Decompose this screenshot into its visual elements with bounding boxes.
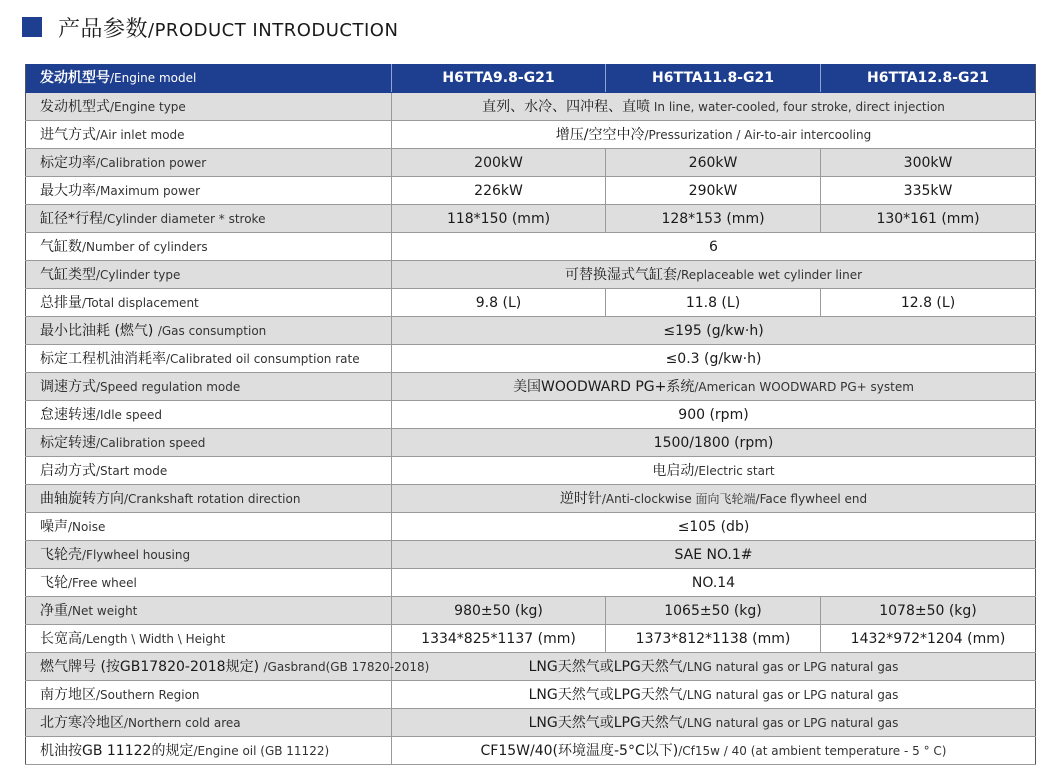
cell-value-merged bbox=[392, 457, 1036, 485]
header-model-2: H6TTA11.8-G21 bbox=[606, 64, 821, 93]
header-model-3: H6TTA12.8-G21 bbox=[821, 64, 1036, 93]
row-label bbox=[26, 625, 392, 653]
row-label bbox=[26, 513, 392, 541]
cell-value: 11.8 (L) bbox=[606, 289, 821, 317]
heading-marker-icon bbox=[22, 17, 42, 37]
table-row bbox=[26, 205, 1036, 233]
header-model-1: H6TTA9.8-G21 bbox=[392, 64, 606, 93]
row-label-en: /Total displacement bbox=[82, 295, 199, 310]
cell-value-cn: SAE NO.1# bbox=[674, 546, 753, 563]
cell-value-merged bbox=[392, 373, 1036, 401]
row-label-cn: 总排量 bbox=[40, 294, 82, 311]
row-label bbox=[26, 429, 392, 457]
row-label-en: /Length \ Width \ Height bbox=[82, 631, 226, 646]
table-row bbox=[26, 261, 1036, 289]
row-label-en: /Maximum power bbox=[96, 183, 201, 198]
row-label-cn: 最小比油耗 (燃气) bbox=[40, 322, 158, 339]
row-label-cn: 发动机型式 bbox=[40, 98, 110, 115]
cell-value: 300kW bbox=[821, 149, 1036, 177]
table-row bbox=[26, 737, 1036, 765]
cell-value-en: /LNG natural gas or LPG natural gas bbox=[682, 715, 899, 730]
row-label-en: /Free wheel bbox=[68, 575, 137, 590]
row-label-cn: 飞轮 bbox=[40, 574, 68, 591]
cell-value-merged bbox=[392, 317, 1036, 345]
row-label bbox=[26, 681, 392, 709]
row-label-cn: 机油按GB 11122的规定 bbox=[40, 742, 194, 759]
cell-value-cn: 可替换湿式气缸套 bbox=[564, 266, 677, 283]
table-row bbox=[26, 121, 1036, 149]
row-label-cn: 燃气牌号 (按GB17820-2018规定) bbox=[40, 658, 264, 675]
cell-value-merged bbox=[392, 345, 1036, 373]
table-row bbox=[26, 485, 1036, 513]
row-label-cn: 标定工程机油消耗率 bbox=[40, 350, 166, 367]
row-label-en: /Engine type bbox=[110, 99, 186, 114]
page-title-en: /PRODUCT INTRODUCTION bbox=[148, 19, 399, 41]
cell-value-en: /Electric start bbox=[694, 463, 775, 478]
row-label-cn: 净重 bbox=[40, 602, 68, 619]
page-heading bbox=[22, 12, 398, 42]
row-label bbox=[26, 373, 392, 401]
row-label-en: /Engine oil (GB 11122) bbox=[193, 743, 330, 758]
table-row bbox=[26, 93, 1036, 121]
cell-value-merged bbox=[392, 233, 1036, 261]
row-label bbox=[26, 177, 392, 205]
row-label-cn: 曲轴旋转方向 bbox=[40, 490, 124, 507]
row-label-en: /Crankshaft rotation direction bbox=[124, 491, 301, 506]
row-label-en: /Noise bbox=[68, 519, 106, 534]
row-label-en: /Flywheel housing bbox=[82, 547, 191, 562]
row-label-cn: 气缸类型 bbox=[40, 266, 96, 283]
row-label bbox=[26, 737, 392, 765]
row-label bbox=[26, 541, 392, 569]
cell-value-en: /Anti-clockwise 面向飞轮端/Face flywheel end bbox=[601, 491, 868, 506]
cell-value-merged bbox=[392, 569, 1036, 597]
cell-value: 1373*812*1138 (mm) bbox=[606, 625, 821, 653]
cell-value-en: /LNG natural gas or LPG natural gas bbox=[682, 659, 899, 674]
cell-value: 118*150 (mm) bbox=[392, 205, 606, 233]
table-row bbox=[26, 429, 1036, 457]
cell-value-cn: ≤195 (g/kw·h) bbox=[663, 322, 764, 339]
table-row bbox=[26, 149, 1036, 177]
row-label bbox=[26, 149, 392, 177]
row-label bbox=[26, 233, 392, 261]
cell-value: 260kW bbox=[606, 149, 821, 177]
table-row bbox=[26, 569, 1036, 597]
row-label-cn: 怠速转速 bbox=[40, 406, 96, 423]
cell-value-cn: CF15W/40(环境温度-5°C以下) bbox=[480, 742, 679, 759]
cell-value-en: /American WOODWARD PG+ system bbox=[694, 379, 914, 394]
row-label-en: /Number of cylinders bbox=[82, 239, 208, 254]
row-label-en: /Air inlet mode bbox=[96, 127, 185, 142]
cell-value-merged bbox=[392, 429, 1036, 457]
cell-value: 1432*972*1204 (mm) bbox=[821, 625, 1036, 653]
row-label-cn: 启动方式 bbox=[40, 462, 96, 479]
table-row bbox=[26, 681, 1036, 709]
cell-value: 9.8 (L) bbox=[392, 289, 606, 317]
row-label-en: /Idle speed bbox=[96, 407, 162, 422]
row-label-en: /Calibrated oil consumption rate bbox=[166, 351, 360, 366]
row-label-cn: 长宽高 bbox=[40, 630, 82, 647]
cell-value-merged bbox=[392, 485, 1036, 513]
cell-value-merged bbox=[392, 653, 1036, 681]
cell-value-en: /Cf15w / 40 (at ambient temperature - 5 ° C) bbox=[678, 743, 947, 758]
cell-value-cn: LNG天然气或LPG天然气 bbox=[528, 714, 683, 731]
table-header-row bbox=[26, 64, 1036, 93]
cell-value: 1065±50 (kg) bbox=[606, 597, 821, 625]
cell-value-en: /Pressurization / Air-to-air intercooling bbox=[644, 127, 872, 142]
table-row bbox=[26, 317, 1036, 345]
header-label-cn: 发动机型号 bbox=[40, 70, 110, 86]
row-label-cn: 标定转速 bbox=[40, 434, 96, 451]
row-label bbox=[26, 597, 392, 625]
row-label-cn: 气缸数 bbox=[40, 238, 82, 255]
table-body bbox=[26, 93, 1036, 765]
row-label-en: /Gas consumption bbox=[157, 323, 267, 338]
spec-table bbox=[25, 64, 1036, 765]
table-row bbox=[26, 401, 1036, 429]
row-label-cn: 标定功率 bbox=[40, 154, 96, 171]
row-label bbox=[26, 401, 392, 429]
cell-value-cn: LNG天然气或LPG天然气 bbox=[528, 686, 683, 703]
cell-value: 12.8 (L) bbox=[821, 289, 1036, 317]
cell-value-cn: 电启动 bbox=[652, 462, 695, 479]
table-row bbox=[26, 513, 1036, 541]
table-row bbox=[26, 177, 1036, 205]
table-row bbox=[26, 597, 1036, 625]
cell-value-en: /Replaceable wet cylinder liner bbox=[676, 267, 863, 282]
cell-value: 1334*825*1137 (mm) bbox=[392, 625, 606, 653]
row-label-en: /Southern Region bbox=[96, 687, 200, 702]
cell-value-merged bbox=[392, 401, 1036, 429]
row-label-en: /Cylinder diameter * stroke bbox=[103, 211, 266, 226]
row-label bbox=[26, 709, 392, 737]
row-label bbox=[26, 457, 392, 485]
table-row bbox=[26, 345, 1036, 373]
cell-value: 128*153 (mm) bbox=[606, 205, 821, 233]
cell-value-cn: ≤0.3 (g/kw·h) bbox=[665, 350, 762, 367]
cell-value-en: /LNG natural gas or LPG natural gas bbox=[682, 687, 899, 702]
row-label bbox=[26, 317, 392, 345]
row-label-cn: 调速方式 bbox=[40, 378, 96, 395]
row-label-en: /Net weight bbox=[68, 603, 138, 618]
cell-value-cn: LNG天然气或LPG天然气 bbox=[528, 658, 683, 675]
table-row bbox=[26, 541, 1036, 569]
table-row bbox=[26, 457, 1036, 485]
cell-value: 226kW bbox=[392, 177, 606, 205]
row-label-cn: 进气方式 bbox=[40, 126, 96, 143]
row-label-en: /Calibration power bbox=[96, 155, 207, 170]
cell-value-cn: 逆时针 bbox=[559, 490, 602, 507]
cell-value: 335kW bbox=[821, 177, 1036, 205]
row-label bbox=[26, 485, 392, 513]
header-label bbox=[26, 64, 392, 93]
row-label bbox=[26, 569, 392, 597]
cell-value-cn: 900 (rpm) bbox=[678, 406, 749, 423]
cell-value-merged bbox=[392, 541, 1036, 569]
table-row bbox=[26, 233, 1036, 261]
row-label-cn: 缸径*行程 bbox=[40, 210, 103, 227]
table-row bbox=[26, 709, 1036, 737]
cell-value: 1078±50 (kg) bbox=[821, 597, 1036, 625]
cell-value: 200kW bbox=[392, 149, 606, 177]
row-label-cn: 南方地区 bbox=[40, 686, 96, 703]
cell-value: 290kW bbox=[606, 177, 821, 205]
cell-value-cn: ≤105 (db) bbox=[677, 518, 750, 535]
row-label-en: /Gasbrand(GB 17820-2018) bbox=[263, 659, 430, 674]
cell-value-cn: 美国WOODWARD PG+系统 bbox=[513, 378, 695, 395]
row-label-cn: 北方寒冷地区 bbox=[40, 714, 124, 731]
cell-value-en: In line, water-cooled, four stroke, direct injection bbox=[650, 99, 945, 114]
table-row bbox=[26, 289, 1036, 317]
cell-value-merged bbox=[392, 737, 1036, 765]
row-label-en: /Northern cold area bbox=[124, 715, 241, 730]
row-label-en: /Cylinder type bbox=[96, 267, 181, 282]
cell-value-cn: 增压/空空中冷 bbox=[555, 126, 645, 143]
row-label-cn: 飞轮壳 bbox=[40, 546, 82, 563]
row-label bbox=[26, 121, 392, 149]
row-label-cn: 噪声 bbox=[40, 518, 68, 535]
header-label-en: /Engine model bbox=[110, 71, 197, 85]
row-label bbox=[26, 289, 392, 317]
cell-value: 980±50 (kg) bbox=[392, 597, 606, 625]
cell-value-cn: NO.14 bbox=[691, 574, 736, 591]
cell-value-cn: 直列、水冷、四冲程、直喷 bbox=[482, 98, 651, 115]
row-label bbox=[26, 205, 392, 233]
table-row bbox=[26, 625, 1036, 653]
table-row bbox=[26, 653, 1036, 681]
row-label-en: /Start mode bbox=[96, 463, 168, 478]
cell-value-cn: 6 bbox=[709, 238, 718, 255]
cell-value: 130*161 (mm) bbox=[821, 205, 1036, 233]
row-label bbox=[26, 653, 430, 681]
row-label-en: /Speed regulation mode bbox=[96, 379, 241, 394]
cell-value-merged bbox=[392, 681, 1036, 709]
cell-value-merged bbox=[392, 121, 1036, 149]
row-label-en: /Calibration speed bbox=[96, 435, 206, 450]
page-title bbox=[58, 12, 398, 43]
table-row bbox=[26, 373, 1036, 401]
cell-value-cn: 1500/1800 (rpm) bbox=[653, 434, 774, 451]
row-label bbox=[26, 345, 392, 373]
cell-value-merged bbox=[392, 513, 1036, 541]
row-label bbox=[26, 261, 392, 289]
row-label bbox=[26, 93, 392, 121]
cell-value-merged bbox=[392, 93, 1036, 121]
row-label-cn: 最大功率 bbox=[40, 182, 96, 199]
cell-value-merged bbox=[392, 261, 1036, 289]
page-title-cn: 产品参数 bbox=[58, 16, 149, 42]
cell-value-merged bbox=[392, 709, 1036, 737]
